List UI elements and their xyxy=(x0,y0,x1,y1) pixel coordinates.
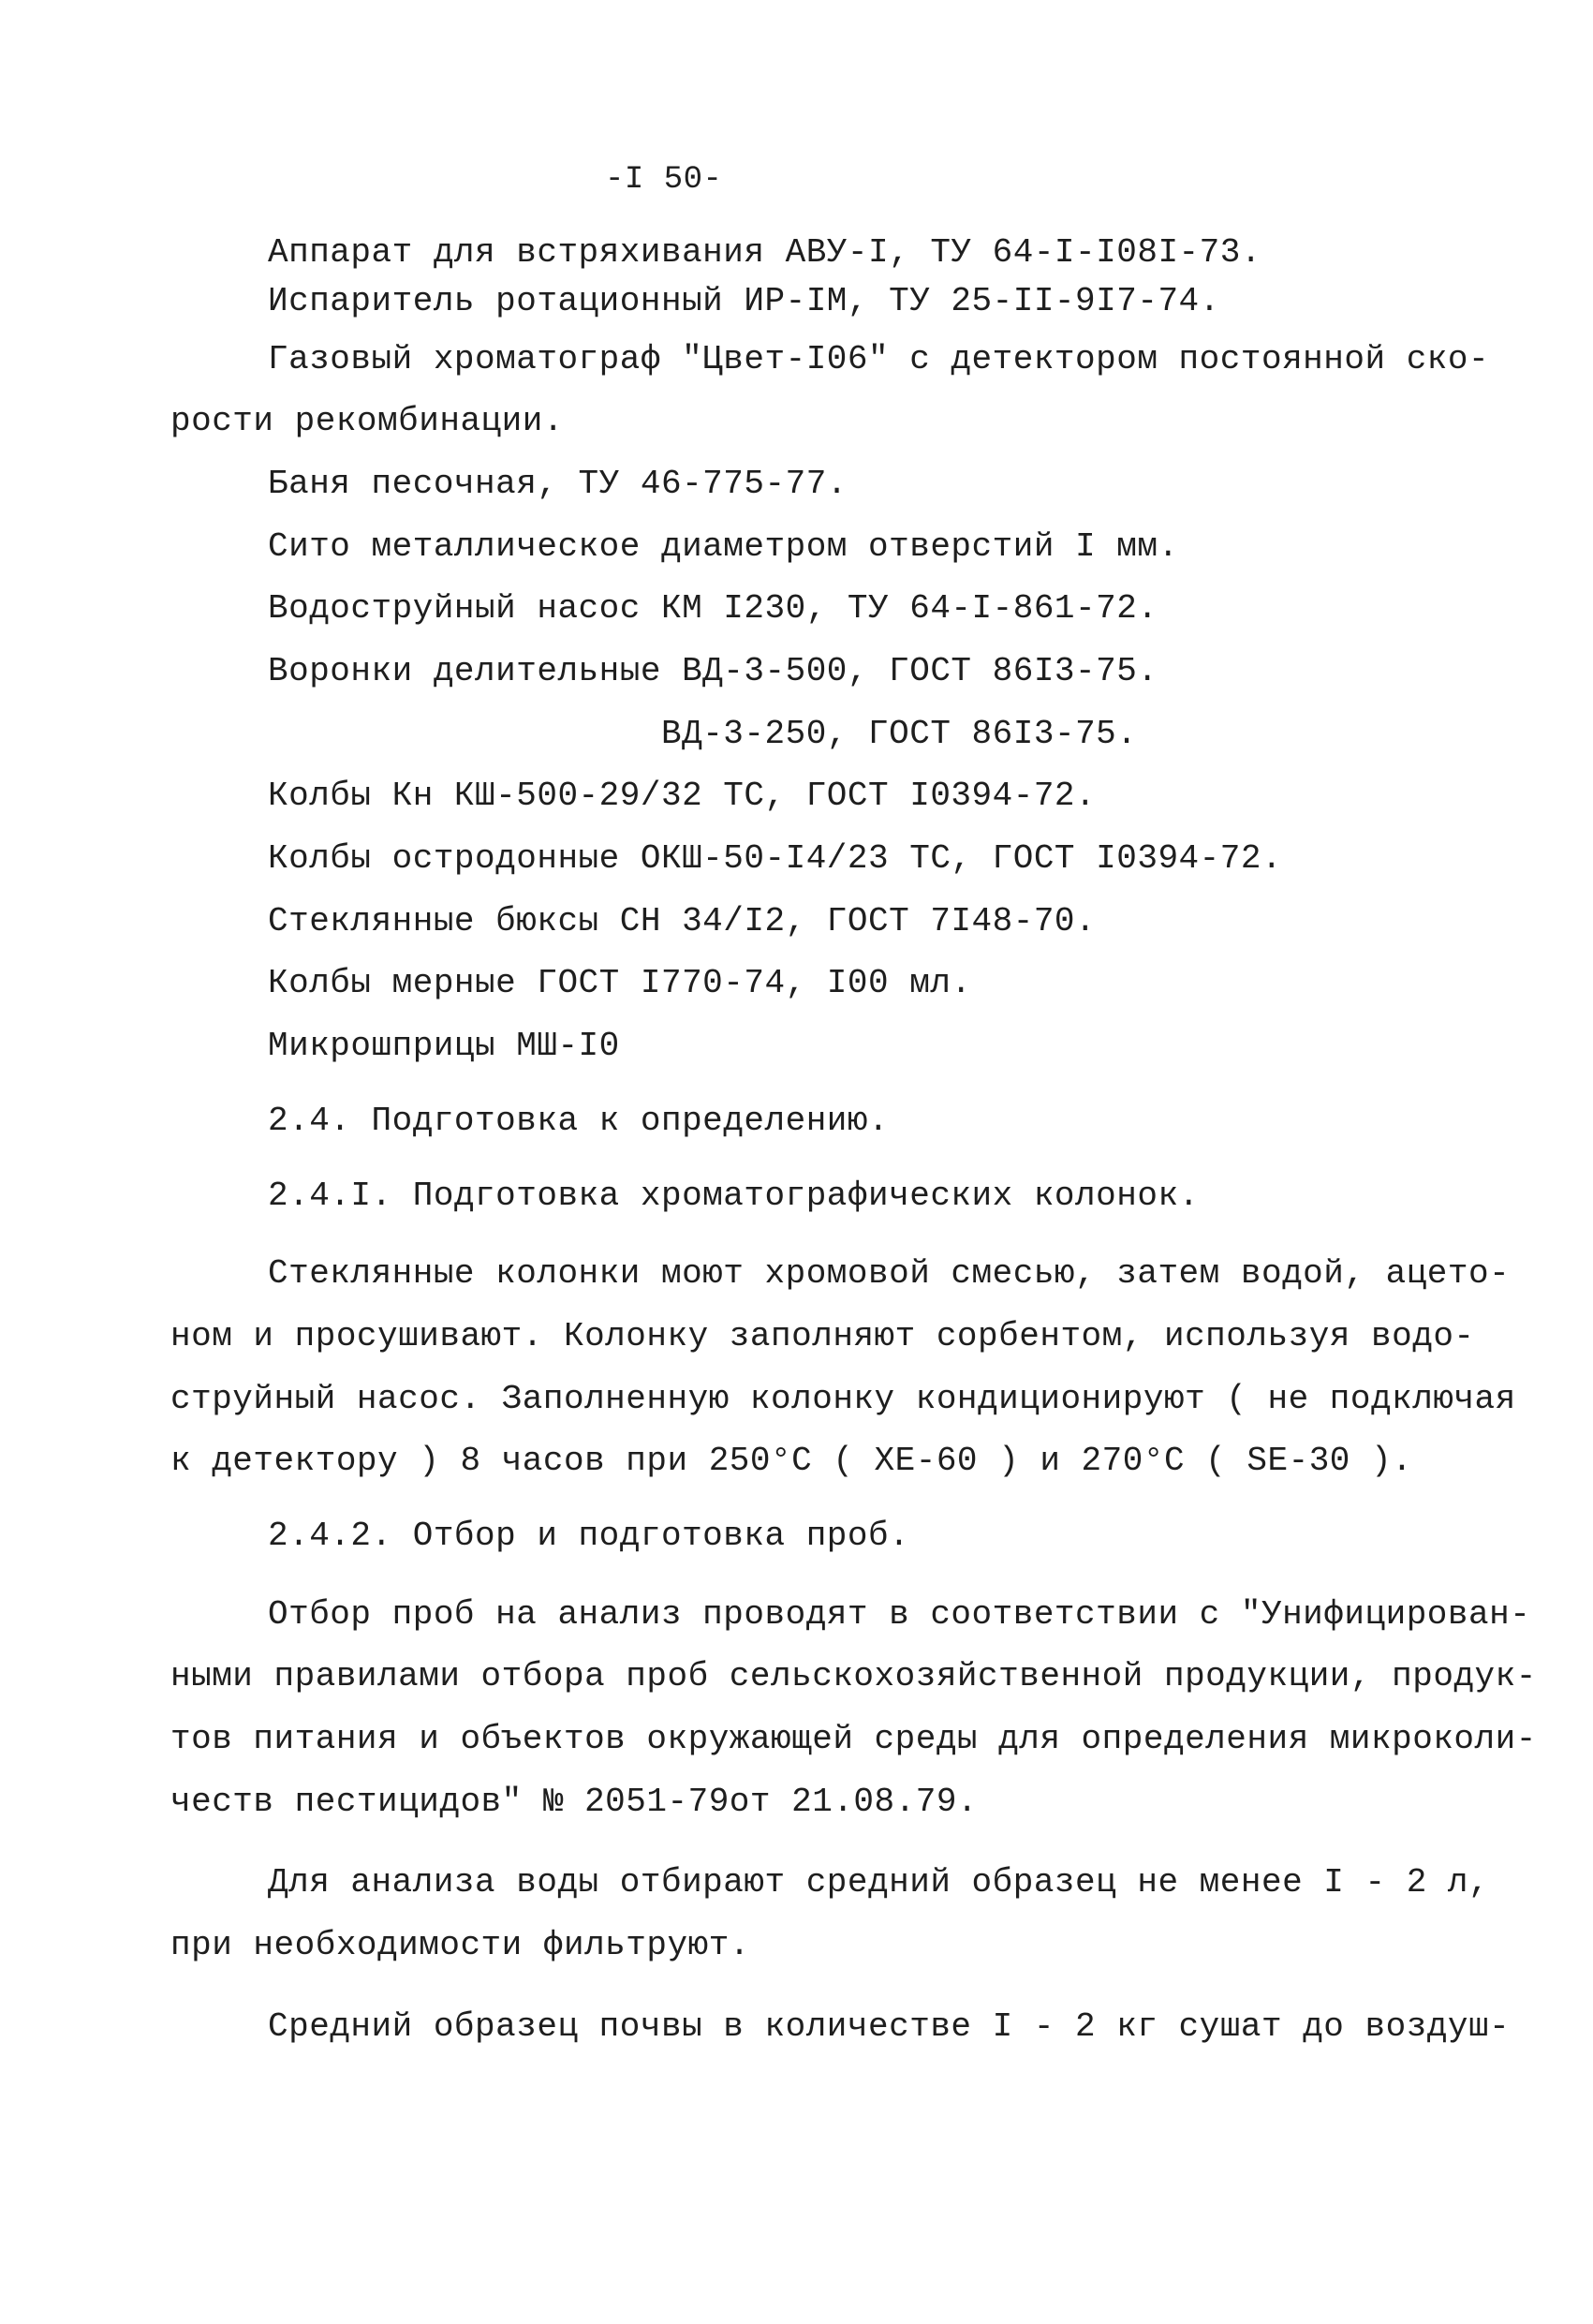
section-heading: 2.4. Подготовка к определению. xyxy=(268,1102,890,1140)
paragraph-line: Отбор проб на анализ проводят в соответствии с "Унифицирован- xyxy=(268,1595,1531,1634)
equipment-item: Микрошприцы МШ-I0 xyxy=(268,1027,620,1065)
paragraph-line: к детектору ) 8 часов при 250°С ( ХЕ-60 ) и 270°С ( SE-30 ). xyxy=(170,1442,1413,1480)
equipment-item: Колбы Кн КШ-500-29/32 ТС, ГОСТ I0394-72. xyxy=(268,777,1097,815)
equipment-item: Аппарат для встряхивания АВУ-I, ТУ 64-I-I08I-73. xyxy=(268,233,1261,272)
page-number: -I 50- xyxy=(605,162,723,198)
paragraph-line: при необходимости фильтруют. xyxy=(170,1926,750,1964)
equipment-item: Колбы мерные ГОСТ I770-74, I00 мл. xyxy=(268,964,972,1002)
paragraph-line: Стеклянные колонки моют хромовой смесью, затем водой, ацето- xyxy=(268,1254,1511,1293)
equipment-item: Стеклянные бюксы СН 34/I2, ГОСТ 7I48-70. xyxy=(268,902,1097,940)
paragraph-line: ными правилами отбора проб сельскохозяйственной продукции, продук- xyxy=(170,1657,1537,1695)
equipment-item: Баня песочная, ТУ 46-775-77. xyxy=(268,465,848,503)
paragraph-line: Для анализа воды отбирают средний образец не менее I - 2 л, xyxy=(268,1863,1490,1902)
equipment-item-continuation: рости рекомбинации. xyxy=(170,402,564,440)
subsection-heading: 2.4.2. Отбор и подготовка проб. xyxy=(268,1517,910,1555)
equipment-item: Воронки делительные ВД-3-500, ГОСТ 86I3-75. xyxy=(268,652,1158,690)
equipment-item: Испаритель ротационный ИР-IМ, ТУ 25-II-9I7-74. xyxy=(268,282,1220,320)
subsection-heading: 2.4.I. Подготовка хроматографических колонок. xyxy=(268,1177,1200,1215)
paragraph-line: тов питания и объектов окружающей среды для определения микроколи- xyxy=(170,1720,1537,1758)
paragraph-line: Средний образец почвы в количестве I - 2 кг сушат до воздуш- xyxy=(268,2007,1511,2046)
paragraph-line: струйный насос. Заполненную колонку кондиционируют ( не подключая xyxy=(170,1380,1516,1418)
equipment-item: Сито металлическое диаметром отверстий I мм. xyxy=(268,527,1179,566)
paragraph-line: честв пестицидов" № 2051-79от 21.08.79. xyxy=(170,1783,979,1821)
equipment-item: ВД-3-250, ГОСТ 86I3-75. xyxy=(661,715,1138,753)
equipment-item: Газовый хроматограф "Цвет-I06" с детектором постоянной ско- xyxy=(268,340,1490,378)
equipment-item: Водоструйный насос КМ I230, ТУ 64-I-861-72. xyxy=(268,589,1158,628)
paragraph-line: ном и просушивают. Колонку заполняют сорбентом, используя водо- xyxy=(170,1317,1475,1355)
equipment-item: Колбы остродонные ОКШ-50-I4/23 ТС, ГОСТ I0394-72. xyxy=(268,839,1283,878)
